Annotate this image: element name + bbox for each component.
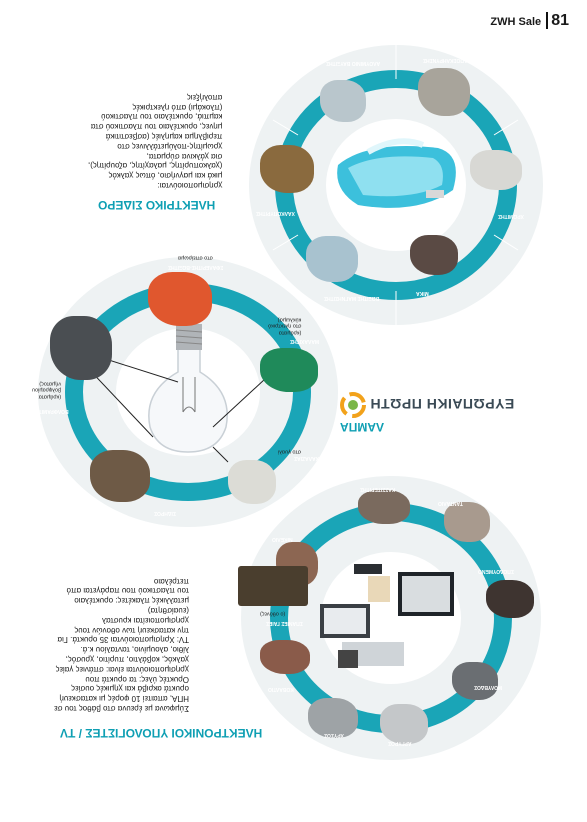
lamp-annotation-left: (κράματα βολφραμίου νήματος) — [32, 380, 62, 400]
mineral-rock-image — [410, 235, 458, 275]
lamp-annotation-top: στο σπείρωμα — [178, 254, 213, 261]
mineral-label: ΧΑΛΚΟΠΥΡΙΤΗΣ — [256, 210, 295, 216]
mineral-label: ΣΠΑΝΙΕΣ ΓΑΙΕΣ — [266, 620, 303, 626]
mineral-label: ΤΑΝΤΑΛΙΟ — [438, 500, 463, 506]
tv-section-title: ΗΛΕΚΤΡΟΝΙΚΟΙ ΥΠΟΛΟΓΙΣΤΕΣ / TV — [60, 726, 263, 740]
tv-wheel — [238, 472, 544, 764]
mineral-label: ΑΠΟΣΚΛΗΡΥΝΣΗΣ — [423, 57, 468, 63]
mineral-rock-image — [444, 502, 490, 542]
mineral-label: ΜΑΛΑΧΙΤΗΣ — [290, 338, 320, 344]
mineral-rock-image — [486, 580, 534, 618]
mineral-label: ΣΙΔΗΡΟΣ — [154, 510, 176, 516]
mineral-rock-image — [380, 704, 428, 744]
magazine-name: ZWH Sale — [490, 16, 542, 28]
mineral-label: ΧΡΩΜΙΤΗΣ — [498, 213, 524, 219]
mineral-label: ΚΑΣΣΙΤΕΡΙΤΗΣ — [360, 486, 396, 492]
iron-section-title: ΗΛΕΚΤΡΙΚΟ ΣΙΔΕΡΟ — [98, 198, 216, 212]
mineral-rock-image — [320, 80, 366, 122]
mineral-rock-image — [260, 145, 314, 193]
logo-text: ΕΥΡΩΠΑΙΚΗ ΠΡΩΤΗ — [370, 396, 515, 413]
mineral-label: ΧΑΛΑΖΙΑΣ — [294, 455, 319, 461]
mineral-label: ΜΟΛΥΒΔΟΣ — [474, 684, 503, 690]
mineral-label: ΣΠΟΔΟΥΜΕΝΟ — [478, 568, 514, 574]
mineral-label: ΒΟΛΦΡΑΜΙΤΗΣ — [32, 408, 69, 414]
mineral-rock-image — [358, 490, 410, 524]
lamp-section-title: ΛΑΜΠΑ — [340, 420, 384, 434]
mineral-label: ΧΡΥΣΟΣ — [324, 732, 344, 738]
iron-description: χρησιμοποιούνται: μικά και μαγνήσιο, όπως χαλκός (χαλκοπυρίτης, μαλαχίτης, αζουρίτης), σια χάλκινα σύρματα, χρωμίτης-πολύμετάλλινες στο περιβλημα καμηλιές (ασβεστιτικά μηνες, ορυκτέλαιο του πλαστικού στα καμπιά, ορυκτέλαιο του πλαστικού (πλοκάμι) από ηλεκτρικές απολήξεις — [88, 92, 223, 190]
mineral-rock-image — [260, 348, 318, 392]
lamp-annotation-bottom: στο γυαλί — [278, 448, 301, 455]
mineral-rock-image — [260, 640, 310, 674]
tv-description: Σύμφωνα με έρευνα στο βάθος του σε ΗΠΑ, απαιτεί 10 φορές μι κατασκευή ορυκτά ακριβά και χημικές ουσίες Ορυκτές ύλες: τα ορυκτά που χρησιμοποιούνται είναι: σπάνιες γαίες χαλκός, κοβάλτιο, πυρίτιο, χρυσός, λίθιο, αλουμίνιο, τανταλίου κ.ά. TV: Χρησιμοποιούνται 35 ορυκτά. Για την κατασκευή των οθονών τους χρησιμοποιείται κρυσταλ (ευαίσθητα) μεταλλικές πλακέτες: ορυκτέλαιο του πλαστικού που παράγεται από πετρέλαιο — [54, 576, 189, 714]
logo-circle-icon — [340, 392, 366, 418]
mineral-rock-image — [238, 566, 308, 606]
mineral-label: ΚΟΒΑΛΤΙΟ — [268, 686, 294, 692]
mineral-label: ΝΙΚΕΛΙΟ — [272, 536, 293, 542]
device-label: (ο οθόνες) — [260, 610, 286, 617]
page-number: 81 — [546, 12, 569, 29]
mineral-rock-image — [452, 662, 498, 700]
mineral-label: ΑΡΓΥΡΟΣ — [388, 740, 412, 746]
mineral-label: ΜΙΚΑ — [416, 290, 429, 296]
mineral-rock-image — [418, 68, 470, 116]
mineral-rock-image — [90, 450, 150, 502]
mineral-rock-image — [470, 150, 522, 190]
mineral-label: ΣΦΑΛΕΡΙΤΗΣ-ΒΩΞΙΤΗΣ — [168, 264, 224, 270]
mineral-label: ΒΩΞΙΤΗΣ ΜΑΓΝΗΣΙΤΗΣ — [324, 295, 380, 301]
mineral-rock-image — [50, 316, 112, 380]
page-header — [490, 12, 569, 30]
lamp-annotation-right: (κράματα στο ηλεκτρικό κύκλωμα) — [268, 316, 302, 336]
mineral-rock-image — [148, 272, 212, 326]
europe-logo — [340, 392, 515, 418]
mineral-label: ΑΛΟΥΜΙΝΙΟ ΒΑΥΞΙΤΗΣ — [326, 60, 381, 66]
